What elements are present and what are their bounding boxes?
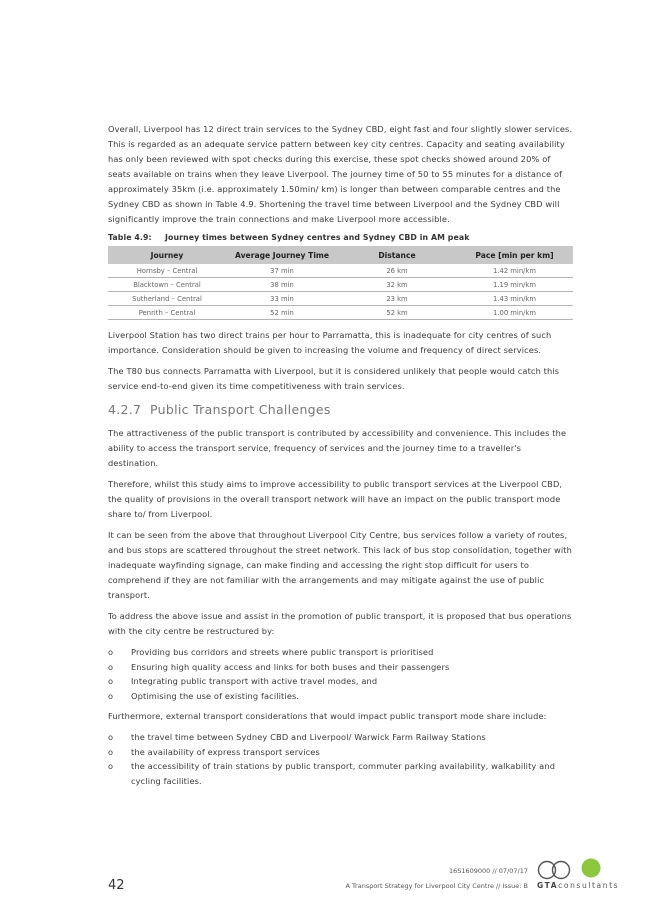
header-average-journey-time: Average Journey Time bbox=[226, 246, 338, 264]
paragraph: It can be seen from the above that throughout Liverpool City Centre, bus services follow a variety of routes, and bus stops are scattered throughout the street network. This lack of bus stop consolidation, together with inadequate wayfinding signage, can make finding and accessing the right stop difficult for users to comprehend if they are not familiar with the arrangements and may mitigate against the use of public transport. bbox=[108, 530, 573, 600]
bullet-icon: o bbox=[108, 746, 114, 757]
table-header-row bbox=[108, 246, 573, 264]
cell-pace: 1.19 min/km bbox=[456, 278, 573, 292]
cell-time: 52 min bbox=[226, 306, 338, 320]
cell-time: 37 min bbox=[226, 264, 338, 278]
list-item: o Ensuring high quality access and links for both buses and their passengers bbox=[108, 660, 573, 675]
paragraph: Overall, Liverpool has 12 direct train services to the Sydney CBD, eight fast and four slightly slower services. This is regarded as an adequate service pattern between key city centres. Capacity and seating availability has only been reviewed with spot checks during this exercise, these spot checks showed around 20% of seats available on trains when they leave Liverpool. The journey time of 50 to 55 minutes for a distance of approximately 35km (i.e. approximately 1.50min/ km) is longer than between comparable centres and the Sydney CBD as shown in Table 4.9. Shortening the travel time between Liverpool and the Sydney CBD will significantly improve the train connections and make Liverpool more accessible. bbox=[108, 124, 573, 224]
section-number: 4.2.7 bbox=[108, 402, 142, 417]
bullet-icon: o bbox=[108, 661, 114, 672]
list-item: o Optimising the use of existing facilities. bbox=[108, 689, 573, 704]
logo-wordmark: GTAconsultants bbox=[537, 881, 620, 890]
paragraph: The attractiveness of the public transport is contributed by accessibility and convenience. This includes the ability to access the transport service, frequency of services and the journey time to a traveller's destination. bbox=[108, 428, 567, 468]
section-title: Public Transport Challenges bbox=[150, 402, 331, 417]
bullet-list bbox=[108, 730, 573, 788]
list-item: o the availability of express transport services bbox=[108, 745, 573, 760]
header-distance: Distance bbox=[338, 246, 456, 264]
document-title: A Transport Strategy for Liverpool City Centre // Issue: B bbox=[345, 882, 528, 890]
paragraph: To address the above issue and assist in the promotion of public transport, it is proposed that bus operations with the city centre be restructured by: bbox=[108, 611, 572, 636]
paragraph: Liverpool Station has two direct trains per hour to Parramatta, this is inadequate for city centres of such importance. Consideration should be given to increasing the volume and frequency of direct services. bbox=[108, 330, 552, 355]
table-caption bbox=[108, 233, 573, 242]
cell-distance: 32 km bbox=[338, 278, 456, 292]
cell-journey: Blacktown – Central bbox=[108, 278, 226, 292]
bullet-icon: o bbox=[108, 647, 114, 657]
table-caption-number: Table 4.9: bbox=[108, 233, 152, 242]
cell-pace: 1.00 min/km bbox=[456, 306, 573, 320]
table-row bbox=[108, 264, 573, 278]
table-row bbox=[108, 306, 573, 320]
table-row bbox=[108, 278, 573, 292]
cell-distance: 52 km bbox=[338, 306, 456, 320]
footer-reference bbox=[268, 866, 528, 892]
bullet-list bbox=[108, 645, 573, 703]
cell-journey: Hornsby – Central bbox=[108, 264, 226, 278]
list-item: o Integrating public transport with active travel modes, and bbox=[108, 674, 573, 689]
cell-journey: Sutherland – Central bbox=[108, 292, 226, 306]
cell-time: 33 min bbox=[226, 292, 338, 306]
logo-green-dot-icon bbox=[582, 859, 601, 878]
cell-journey: Penrith – Central bbox=[108, 306, 226, 320]
bullet-icon: o bbox=[108, 676, 114, 686]
list-item: o the travel time between Sydney CBD and Liverpool/ Warwick Farm Railway Stations bbox=[108, 730, 573, 745]
paragraph: Therefore, whilst this study aims to improve accessibility to public transport services at the Liverpool CBD, the quality of provisions in the overall transport network will have an impact on the public transport mode share to/ from Liverpool. bbox=[108, 479, 563, 519]
paragraph: Furthermore, external transport considerations that would impact public transport mode share include: bbox=[108, 711, 547, 721]
bullet-icon: o bbox=[108, 732, 114, 742]
gta-logo-icon bbox=[534, 858, 619, 898]
cell-distance: 23 km bbox=[338, 292, 456, 306]
cell-time: 38 min bbox=[226, 278, 338, 292]
cell-pace: 1.42 min/km bbox=[456, 264, 573, 278]
page-content bbox=[108, 122, 573, 794]
bullet-icon: o bbox=[108, 690, 114, 701]
page-number: 42 bbox=[108, 878, 125, 893]
journey-times-table bbox=[108, 246, 573, 320]
table-caption-title: Journey times between Sydney centres and Sydney CBD in AM peak bbox=[165, 233, 470, 242]
list-item: o Providing bus corridors and streets where public transport is prioritised bbox=[108, 645, 573, 660]
header-pace: Pace [min per km] bbox=[456, 246, 573, 264]
section-heading bbox=[108, 402, 573, 417]
document-reference: 16S1609000 // 07/07/17 bbox=[448, 867, 528, 875]
cell-distance: 26 km bbox=[338, 264, 456, 278]
table-row bbox=[108, 292, 573, 306]
cell-pace: 1.43 min/km bbox=[456, 292, 573, 306]
header-journey: Journey bbox=[108, 246, 226, 264]
bullet-icon: o bbox=[108, 761, 114, 771]
paragraph: The T80 bus connects Parramatta with Liverpool, but it is considered unlikely that people would catch this service end-to-end given its time competitiveness with train services. bbox=[108, 366, 560, 391]
list-item: o the accessibility of train stations by public transport, commuter parking availability, walkability and cycling facilities. bbox=[108, 761, 556, 786]
